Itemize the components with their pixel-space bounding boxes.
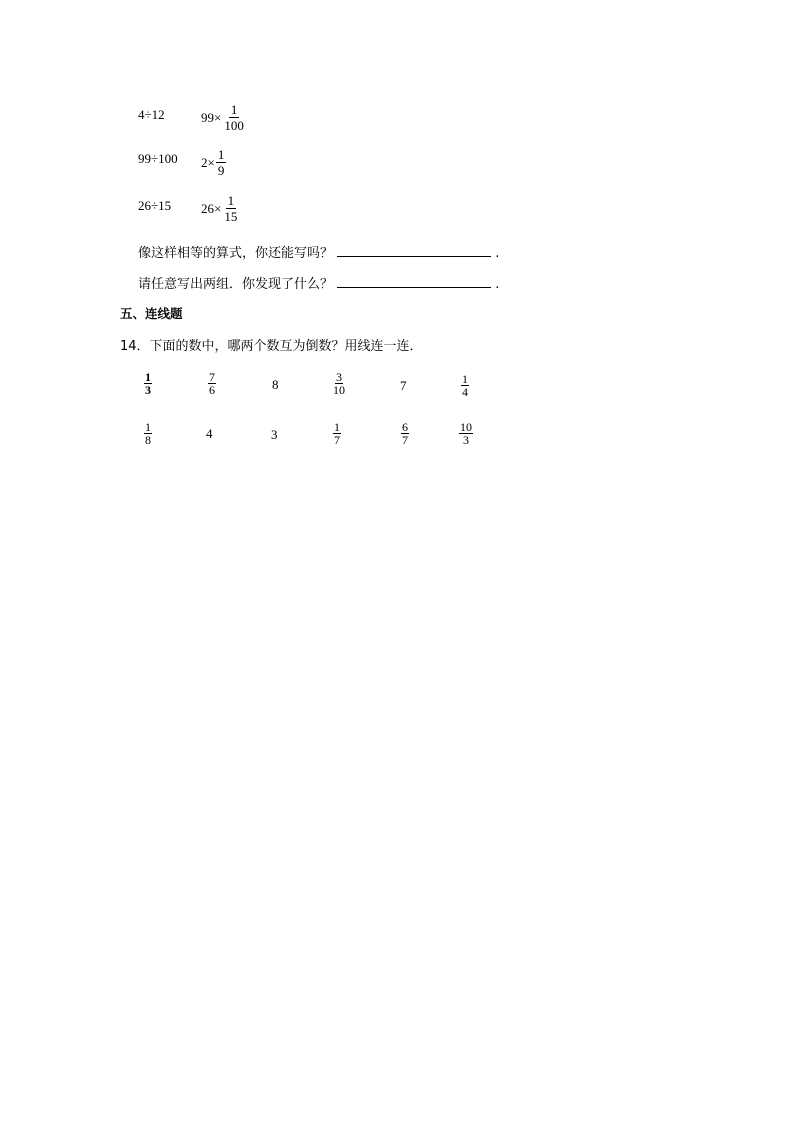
multiplication-expression-3 <box>201 194 239 223</box>
division-expression-3: 26÷15 <box>138 198 172 213</box>
row2-item-1[interactable] <box>143 419 152 446</box>
fraction-denominator: 100 <box>224 118 244 133</box>
fraction <box>333 421 341 446</box>
fraction-denominator: 7 <box>402 433 408 447</box>
fraction-numerator: 6 <box>402 420 408 434</box>
fraction <box>459 421 473 446</box>
fraction-numerator: 10 <box>460 420 472 434</box>
answer-blank-2[interactable] <box>337 273 491 288</box>
answer-blank-1[interactable] <box>337 242 491 257</box>
mult-whole-1: 99× <box>201 109 222 125</box>
problem-14-text: 14．下面的数中，哪两个数互为倒数？用线连一连． <box>120 339 423 354</box>
row1-item-4[interactable] <box>331 369 346 396</box>
question-line-2 <box>138 273 499 292</box>
fraction-2 <box>216 148 227 177</box>
fraction <box>401 421 409 446</box>
question-text-1: 像这样相等的算式，你还能写吗？ <box>138 246 334 261</box>
multiplication-expression-2 <box>201 148 226 177</box>
fraction-denominator: 7 <box>334 433 340 447</box>
fraction <box>208 371 216 396</box>
fraction-denominator: 10 <box>333 383 345 397</box>
fraction-numerator: 1 <box>462 372 468 386</box>
row2-item-6[interactable] <box>458 419 473 446</box>
fraction-numerator: 1 <box>145 370 151 384</box>
fraction-denominator: 4 <box>462 385 468 399</box>
question-end-1: . <box>495 246 500 261</box>
question-text-2: 请任意写出两组．你发现了什么？ <box>138 277 334 292</box>
question-line-1 <box>138 242 499 261</box>
division-expression-2: 99÷100 <box>138 151 178 166</box>
section-heading: 五、连线题 <box>120 306 183 321</box>
fraction-numerator: 1 <box>227 193 235 208</box>
row2-item-3[interactable]: 3 <box>271 427 278 442</box>
row1-item-1[interactable] <box>143 369 152 396</box>
fraction-denominator: 8 <box>145 433 151 447</box>
row1-item-6[interactable] <box>460 371 469 398</box>
fraction <box>332 371 346 396</box>
fraction-denominator: 6 <box>209 383 215 397</box>
fraction-1 <box>222 103 246 132</box>
row1-item-3[interactable]: 8 <box>272 377 279 392</box>
row1-item-2[interactable] <box>207 369 216 396</box>
row2-item-5[interactable] <box>400 419 409 446</box>
fraction-3 <box>222 194 239 223</box>
mult-whole-3: 26× <box>201 200 222 216</box>
fraction-numerator: 1 <box>217 147 225 162</box>
fraction <box>461 373 469 398</box>
fraction-denominator: 3 <box>145 383 151 397</box>
fraction-denominator: 3 <box>463 433 469 447</box>
question-end-2: . <box>495 277 500 292</box>
row2-item-4[interactable] <box>332 419 341 446</box>
fraction <box>144 371 152 396</box>
division-expression-1: 4÷12 <box>138 107 165 122</box>
mult-whole-2: 2× <box>201 154 215 170</box>
fraction-numerator: 1 <box>145 420 151 434</box>
fraction-denominator: 15 <box>224 209 238 224</box>
row2-item-2[interactable]: 4 <box>206 426 213 441</box>
fraction-numerator: 3 <box>336 370 342 384</box>
fraction-numerator: 1 <box>230 102 238 117</box>
row1-item-5[interactable]: 7 <box>400 378 407 393</box>
fraction <box>144 421 152 446</box>
multiplication-expression-1 <box>201 103 246 132</box>
fraction-numerator: 1 <box>334 420 340 434</box>
fraction-numerator: 7 <box>209 370 215 384</box>
fraction-denominator: 9 <box>217 163 225 178</box>
